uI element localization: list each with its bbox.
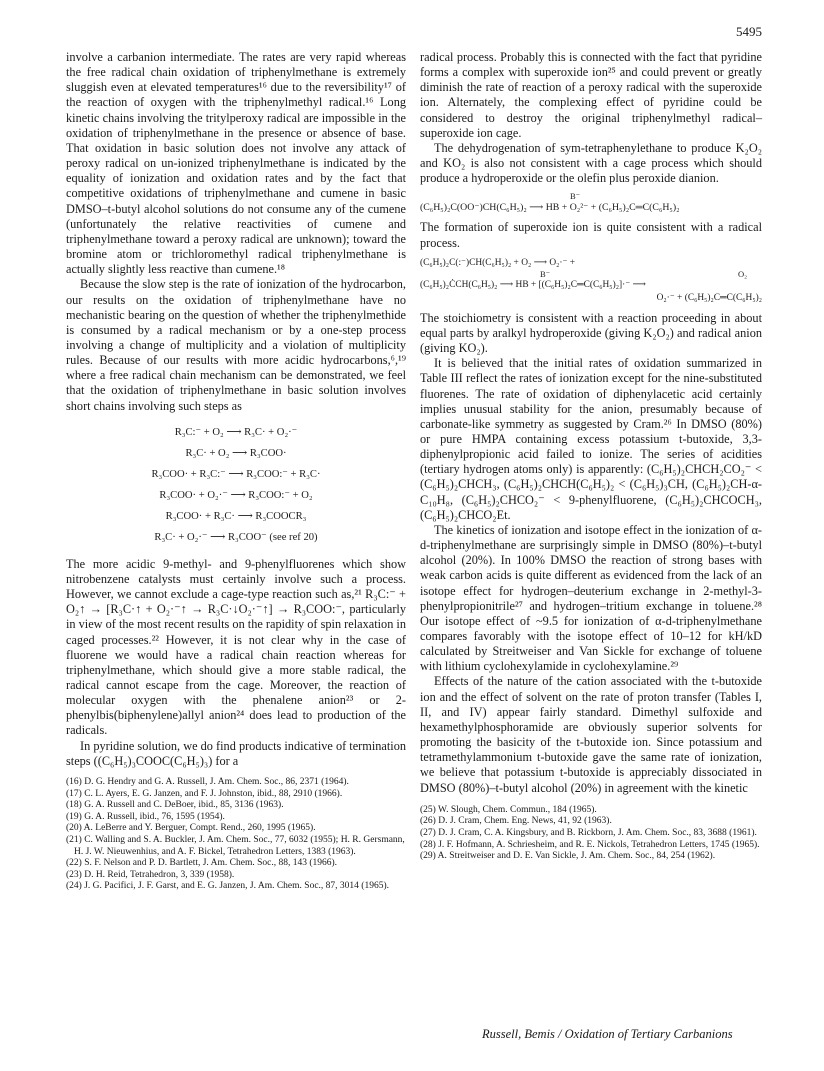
reference: (21) C. Walling and S. A. Buckler, J. Am. Chem. Soc., 77, 6032 (1955); H. R. Gersmann, H. J. W. Nieuwenhius, and A. F. Bickel, Tetrahedron Letters, 1383 (1963). [66,834,405,857]
page-number: 5495 [736,24,762,39]
references-left [66,777,406,893]
left-column [66,50,406,893]
reference: (29) A. Streitweiser and D. E. Van Sickle, J. Am. Chem. Soc., 84, 254 (1962). [420,851,716,862]
reference: (25) W. Slough, Chem. Commun., 184 (1965). [420,804,597,815]
equation-line: (C₆H₅)₂ĊCH(C₆H₅)₂ ⟶ HB + [(C₆H₅)₂C═C(C₆H₅)₂]·⁻ ⟶ [420,279,646,290]
equation-o2-label: O₂ [738,268,748,279]
reaction-step: R₃C· + O₂·⁻ ⟶ R₃COO⁻ (see ref 20) [154,531,318,543]
reference: (27) D. J. Cram, C. A. Kingsbury, and B. Rickborn, J. Am. Chem. Soc., 83, 3688 (1961). [420,827,757,838]
reaction-step: R₃C:⁻ + O₂ ⟶ R₃C· + O₂·⁻ [174,426,298,438]
paragraph: It is believed that the initial rates of oxidation summarized in Table III reflect the rates of ionization except for the nine-substituted fluorenes. The rate of oxidation of diphenylacetic acid certainly implies unusual stability for the anion, presumably because of carbonate-like symmetry as suggested by Cram.²⁶ In DMSO (80%) or pure HMPA containing excess potassium t-butoxide, 3,3-diphenylpropionic acid failed to ionize. The series of acidities (tertiary hydrogen atoms only) is apparently: (C₆H₅)₂CHCH₂CO₂⁻ < (C₆H₅)₂CHCH₃, (C₆H₅)₂CHCH(C₆H₅)₂ < (C₆H₅)₃CH, (C₆H₅)₂CH-α-C₁₀H₈, (C₆H₅)₂CHCO₂⁻ < 9-phenylfluorene, (C₆H₅)₂CHCOCH₃, (C₆H₅)₂CHCO₂Et. [420,356,762,522]
reference: (16) D. G. Hendry and G. A. Russell, J. Am. Chem. Soc., 86, 2371 (1964). [66,776,349,787]
equation [420,192,762,214]
reaction-step: R₃COO· + R₃C:⁻ ⟶ R₃COO:⁻ + R₃C· [151,468,321,480]
reaction-step: R₃C· + O₂ ⟶ R₃COO· [185,447,287,459]
reaction-step: R₃COO· + R₃C· ⟶ R₃COOCR₃ [165,510,307,522]
reaction-scheme [66,422,406,548]
paragraph: The formation of superoxide ion is quite consistent with a radical process. [420,220,762,250]
equation-line: (C₆H₅)₂C(OO⁻)CH(C₆H₅)₂ ⟶ HB + O₂²⁻ + (C₆H₅)₂C═C(C₆H₅)₂ [420,202,680,214]
reference: (26) D. J. Cram, Chem. Eng. News, 41, 92 (1963). [420,816,612,827]
reference: (22) S. F. Nelson and P. D. Bartlett, J. Am. Chem. Soc., 88, 143 (1966). [66,858,338,869]
reference: (20) A. LeBerre and Y. Berguer, Compt. Rend., 260, 1995 (1965). [66,823,316,834]
paragraph: The dehydrogenation of sym-tetraphenylethane to produce K₂O₂ and KO₂ is also not consistent with a cage process which should produce a hydroperoxide or the olefin plus peroxide dianion. [420,140,762,186]
equation-base-label: B⁻ [540,268,551,279]
reference: (24) J. G. Pacifici, J. F. Garst, and E. G. Janzen, J. Am. Chem. Soc., 87, 3014 (1965). [66,881,389,892]
equation [420,257,762,305]
paragraph: The more acidic 9-methyl- and 9-phenylfluorenes which show nitrobenzene catalysts must certainly involve such a process. However, we cannot exclude a cage-type reaction such as,²¹ R₃C:⁻ + O₂↑ → [R₃C·↑ + O₂·⁻↑ → R₃C·↓O₂·⁻↑] → R₃COO:⁻, particularly in view of the most recent results on the rapidity of spin relaxation in caged processes.²² However, it is not clear why in the case of fluorene we would have a radical chain reaction whereas for triphenylmethane, which should give a more stable radical, the radical cannot escape from the cage. Moreover, the reaction of molecular oxygen with the phenalene anion²³ or 2-phenylbis(biphenylene)allyl anion²⁴ does lead to production of the radicals. [66,556,406,738]
paragraph: radical process. Probably this is connected with the fact that pyridine forms a complex with superoxide ion²⁵ and could prevent or greatly diminish the rate of reaction of a peroxy radical with the superoxide ion. Alternately, the complexing effect of pyridine could be considered to destroy the original triphenylmethyl radical–superoxide ion cage. [420,50,762,140]
equation-line: (C₆H₅)₂C(:⁻)CH(C₆H₅)₂ + O₂ ⟶ O₂·⁻ + [420,257,576,268]
paragraph: Because the slow step is the rate of ionization of the hydrocarbon, our results on the oxidation of triphenylmethane have no mechanistic bearing on the question of whether the triphenylmethide is consumed by a radical mechanism or by a one-step process involving a change of multiplicity and a violation of multiplicity rules. Because of our results with more acidic hydrocarbons,⁶,¹⁹ where a free radical chain mechanism can be demonstrated, we feel that the oxidation of triphenylmethane in basic solution involves short chains involving such steps as [66,277,406,413]
equation-line: O₂·⁻ + (C₆H₅)₂C═C(C₆H₅)₂ [656,292,762,303]
reference: (18) G. A. Russell and C. DeBoer, ibid., 85, 3136 (1963). [66,800,284,811]
paragraph: The stoichiometry is consistent with a reaction proceeding in about equal parts by aralkyl hydroperoxide (giving K₂O₂) and radical anion (giving KO₂). [420,310,762,356]
reference: (23) D. H. Reid, Tetrahedron, 3, 339 (1958). [66,869,235,880]
reference: (17) C. L. Ayers, E. G. Janzen, and F. J. Johnston, ibid., 88, 2910 (1966). [66,788,343,799]
right-column [420,50,762,863]
paragraph: The kinetics of ionization and isotope effect in the ionization of α-d-triphenylmethane are surprisingly simple in DMSO (80%)–t-butyl alcohol (20%). In 100% DMSO the reaction of strong bases with weak carbon acids is quite different as evidenced from the lack of an isotope effect for hydrogen–deuterium exchange in 2-methyl-3-phenylpropionitrile²⁷ and hydrogen–tritium exchange in toluene.²⁸ Our isotope effect of ~9.5 for ionization of α-d-triphenylmethane compares favorably with the isotope effect of 10–12 for kH/kD calculated by Streitweiser and Van Sickle for exchange of toluene with lithium cyclohexylamide in cyclohexylamine.²⁹ [420,522,762,674]
references-right [420,805,762,863]
reaction-step: R₃COO· + O₂·⁻ ⟶ R₃COO:⁻ + O₂ [159,489,313,501]
paragraph: Effects of the nature of the cation associated with the t-butoxide ion and the effect of solvent on the rate of proton transfer (Tables I, II, and IV) appear fairly standard. Dimethyl sulfoxide and hexamethylphosphoramide are obviously superior solvents for promoting the basicity of the t-butoxide ion. Since potassium and tetramethylammonium t-butoxide gave the same rate of ionization, we believe that potassium t-butoxide is appreciably dissociated in DMSO (80%)–t-butyl alcohol (20%) in agreement with the kinetic [420,674,762,795]
reference: (28) J. F. Hofmann, A. Schriesheim, and R. E. Nickols, Tetrahedron Letters, 1745 (1965). [420,839,760,850]
reference: (19) G. A. Russell, ibid., 76, 1595 (1954). [66,811,225,822]
equation-base-label: B⁻ [570,191,581,202]
running-footer: Russell, Bemis / Oxidation of Tertiary Carbanions [482,1027,733,1041]
paragraph: involve a carbanion intermediate. The rates are very rapid whereas the free radical chain oxidation of triphenylmethane is extremely sluggish even at elevated temperatures¹⁶ due to the reversibility¹⁷ of the reaction of oxygen with the triphenylmethyl radical.¹⁶ Long kinetic chains involving the tritylperoxy radical are impossible in the oxidation of triphenylmethane in the presence or absence of base. That oxidation in basic solution does not involve any attack of peroxy radical on un-ionized triphenylmethane is indicated by the equality of ionization and oxidation rates and by the fact that competitive oxidations of triphenylmethane and cumene in basic DMSO–t-butyl alcohol solutions do not consume any of the cumene (unfortunately the relative reactivities of cumene and triphenylmethane toward a peroxy radical are unknown); toward the bromine atom or trichloromethyl radical triphenylmethane is actually slightly less reactive than cumene.¹⁸ [66,50,406,277]
paragraph: In pyridine solution, we do find products indicative of termination steps ((C₆H₅)₃COOC(C₆H₅)₃) for a [66,738,406,768]
